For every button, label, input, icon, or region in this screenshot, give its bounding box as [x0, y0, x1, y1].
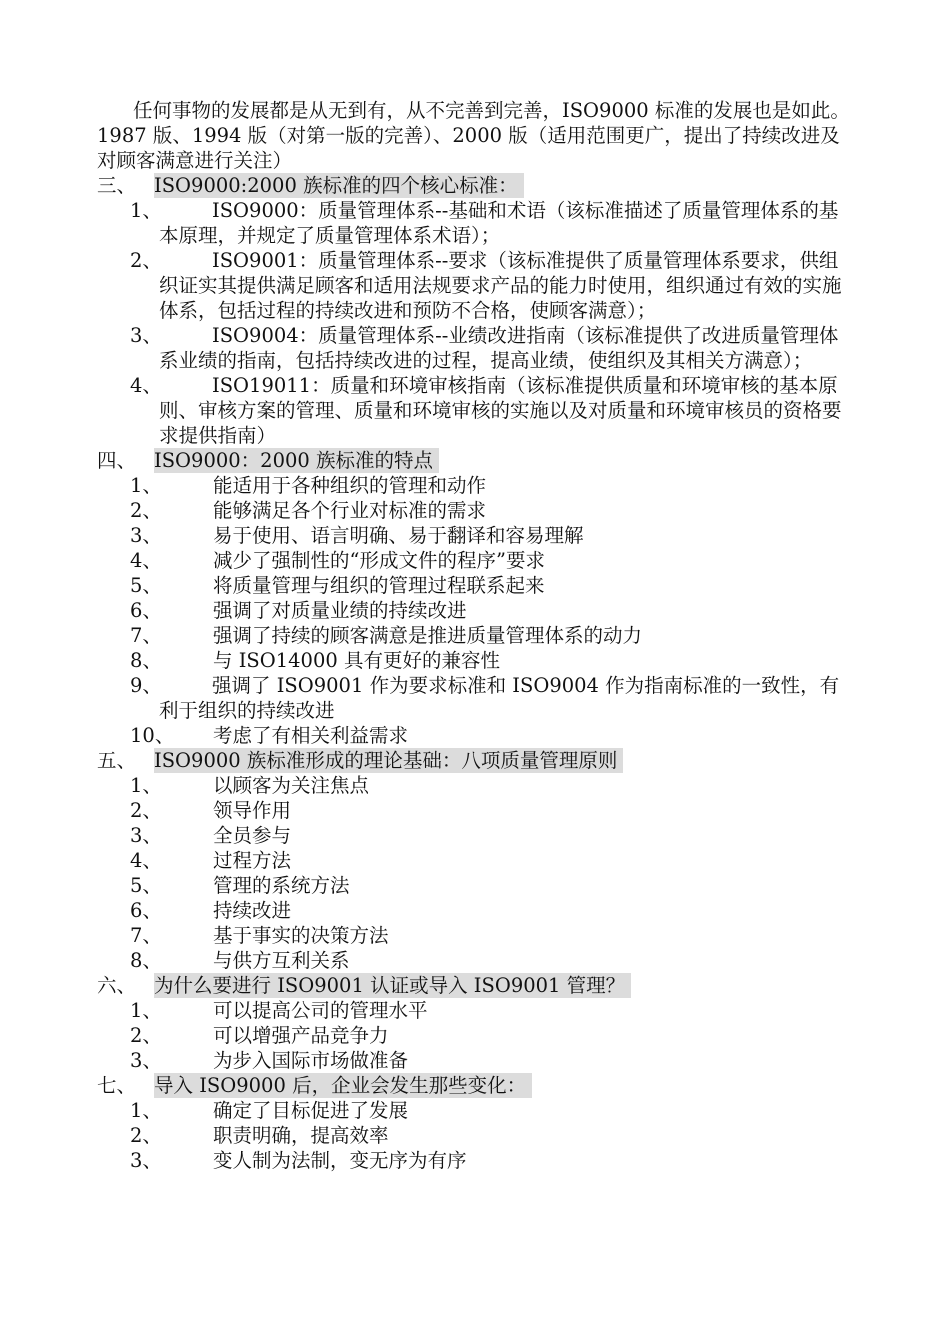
section-title: ISO9000 族标准形成的理论基础：八项质量管理原则 [154, 748, 623, 773]
section-number: 六、 [97, 974, 137, 997]
list-item [97, 823, 857, 848]
list-item-number: 1、 [130, 199, 162, 222]
list-item [97, 323, 857, 373]
version-history-paragraph: 1987 版、1994 版（对第一版的完善）、2000 版（适用范围更广，提出了持续改进及对顾客满意进行关注） [97, 124, 840, 172]
list-item-text: 全员参与 [213, 824, 292, 847]
list-item-text: ISO9004：质量管理体系--业绩改进指南（该标准提供了改进质量管理体系业绩的指南，包括持续改进的过程，提高业绩，使组织及其相关方满意）； [159, 324, 839, 372]
list-item-text: 可以增强产品竞争力 [213, 1024, 389, 1047]
list-item-text: 可以提高公司的管理水平 [213, 999, 428, 1022]
section-heading [97, 973, 857, 998]
list-item [97, 998, 857, 1023]
list-item-number: 1、 [130, 1099, 162, 1122]
list-item-text: 与供方互利关系 [213, 949, 350, 972]
section-title: ISO9000：2000 族标准的特点 [154, 448, 439, 473]
list-item-text: 确定了目标促进了发展 [213, 1099, 409, 1122]
list-item [97, 1148, 857, 1173]
intro-paragraph: 任何事物的发展都是从无到有，从不完善到完善，ISO9000 标准的发展也是如此。 [133, 99, 850, 122]
list-item-number: 1、 [130, 474, 162, 497]
list-item-number: 5、 [130, 874, 162, 897]
list-item-number: 1、 [130, 774, 162, 797]
list-item [97, 598, 857, 623]
section-heading [97, 173, 857, 198]
list-item [97, 773, 857, 798]
list-item-text: 领导作用 [213, 799, 292, 822]
section-title: 导入 ISO9000 后，企业会发生那些变化： [154, 1073, 532, 1098]
section-title: 为什么要进行 ISO9001 认证或导入 ISO9001 管理？ [154, 973, 631, 998]
list-item-text: 考虑了有相关利益需求 [213, 724, 409, 747]
list-item-text: 职责明确，提高效率 [213, 1124, 389, 1147]
list-item-number: 3、 [130, 1149, 162, 1172]
list-item-text: 持续改进 [213, 899, 292, 922]
list-item [97, 1123, 857, 1148]
list-item-text: 基于事实的决策方法 [213, 924, 389, 947]
list-item [97, 473, 857, 498]
list-item-number: 7、 [130, 624, 162, 647]
list-item-text: 减少了强制性的“形成文件的程序”要求 [213, 549, 545, 572]
list-item-text: 易于使用、语言明确、易于翻译和容易理解 [213, 524, 584, 547]
list-item [97, 623, 857, 648]
list-item [97, 498, 857, 523]
list-item-number: 9、 [130, 674, 162, 697]
list-item-number: 8、 [130, 949, 162, 972]
section-title: ISO9000:2000 族标准的四个核心标准： [154, 173, 524, 198]
list-item [97, 1023, 857, 1048]
list-item-number: 2、 [130, 249, 162, 272]
list-item [97, 898, 857, 923]
list-item-number: 2、 [130, 1024, 162, 1047]
list-item-text: 强调了对质量业绩的持续改进 [213, 599, 467, 622]
list-item-number: 10、 [130, 724, 175, 747]
sections-container [97, 173, 857, 1173]
list-item-text: 为步入国际市场做准备 [213, 1049, 409, 1072]
list-item-number: 7、 [130, 924, 162, 947]
list-item [97, 573, 857, 598]
list-item [97, 948, 857, 973]
list-item-number: 4、 [130, 849, 162, 872]
list-item-text: ISO19011：质量和环境审核指南（该标准提供质量和环境审核的基本原则、审核方案的管理、质量和环境审核的实施以及对质量和环境审核员的资格要求提供指南） [159, 374, 842, 447]
section-number: 四、 [97, 449, 137, 472]
list-item-text: 管理的系统方法 [213, 874, 350, 897]
list-item [97, 1098, 857, 1123]
list-item-number: 6、 [130, 599, 162, 622]
list-item [97, 648, 857, 673]
list-item-text: 强调了 ISO9001 作为要求标准和 ISO9004 作为指南标准的一致性，有利于组织的持续改进 [159, 674, 840, 722]
list-item [97, 373, 857, 448]
list-item [97, 798, 857, 823]
list-item-number: 5、 [130, 574, 162, 597]
list-item-text: 强调了持续的顾客满意是推进质量管理体系的动力 [213, 624, 643, 647]
section-heading [97, 1073, 857, 1098]
list-item-number: 3、 [130, 524, 162, 547]
list-item-text: ISO9000：质量管理体系--基础和术语（该标准描述了质量管理体系的基本原理，并规定了质量管理体系术语）； [159, 199, 839, 247]
list-item [97, 873, 857, 898]
section-number: 三、 [97, 174, 137, 197]
list-item-text: 变人制为法制，变无序为有序 [213, 1149, 467, 1172]
list-item-number: 3、 [130, 1049, 162, 1072]
list-item [97, 548, 857, 573]
list-item-number: 3、 [130, 324, 162, 347]
list-item-number: 3、 [130, 824, 162, 847]
list-item [97, 198, 857, 248]
list-item-number: 1、 [130, 999, 162, 1022]
list-item-number: 2、 [130, 799, 162, 822]
list-item [97, 723, 857, 748]
list-item-number: 6、 [130, 899, 162, 922]
list-item-number: 4、 [130, 549, 162, 572]
list-item-text: ISO9001：质量管理体系--要求（该标准提供了质量管理体系要求，供组织证实其提供满足顾客和适用法规要求产品的能力时使用，组织通过有效的实施体系，包括过程的持续改进和预防不合格，使顾客满意）； [159, 249, 842, 322]
section-number: 七、 [97, 1074, 137, 1097]
list-item [97, 523, 857, 548]
list-item-number: 2、 [130, 499, 162, 522]
list-item [97, 848, 857, 873]
list-item [97, 673, 857, 723]
list-item-number: 8、 [130, 649, 162, 672]
section-heading [97, 748, 857, 773]
list-item [97, 1048, 857, 1073]
section-number: 五、 [97, 749, 137, 772]
list-item-text: 与 ISO14000 具有更好的兼容性 [213, 649, 500, 672]
list-item-number: 4、 [130, 374, 162, 397]
list-item-text: 能够满足各个行业对标准的需求 [213, 499, 487, 522]
list-item-text: 过程方法 [213, 849, 292, 872]
section-heading [97, 448, 857, 473]
document-page [97, 98, 857, 1173]
list-item [97, 248, 857, 323]
list-item-text: 将质量管理与组织的管理过程联系起来 [213, 574, 545, 597]
list-item-text: 能适用于各种组织的管理和动作 [213, 474, 487, 497]
list-item [97, 923, 857, 948]
list-item-text: 以顾客为关注焦点 [213, 774, 370, 797]
list-item-number: 2、 [130, 1124, 162, 1147]
